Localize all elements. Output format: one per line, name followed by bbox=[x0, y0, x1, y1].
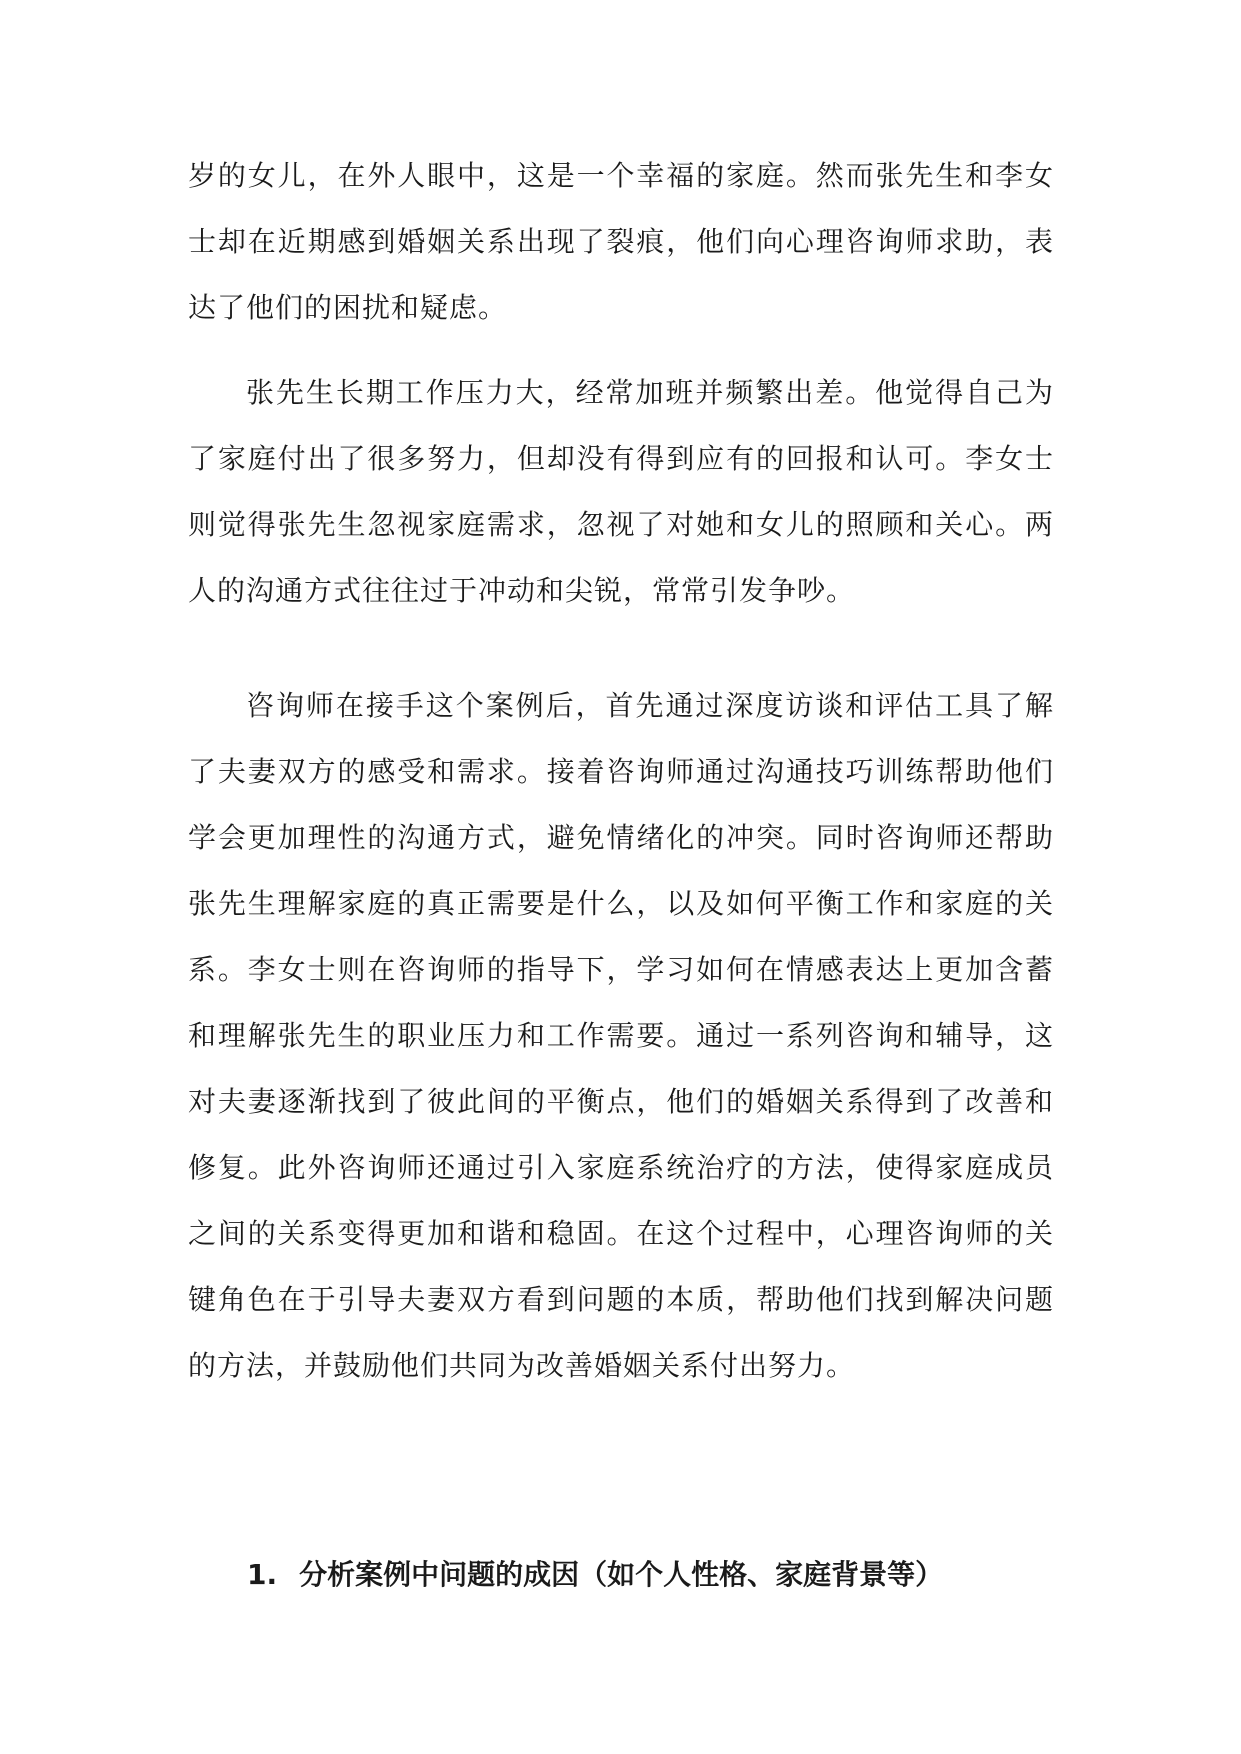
paragraph-text: 岁的女儿，在外人眼中，这是一个幸福的家庭。然而张先生和李女士却在近期感到婚姻关系出现了裂痕，他们向心理咨询师求助，表达了他们的困扰和疑虑。 bbox=[188, 159, 1054, 324]
heading-text: 分析案例中问题的成因（如个人性格、家庭背景等） bbox=[299, 1558, 944, 1591]
paragraph-text: 咨询师在接手这个案例后，首先通过深度访谈和评估工具了解了夫妻双方的感受和需求。接着咨询师通过沟通技巧训练帮助他们学会更加理性的沟通方式，避免情绪化的冲突。同时咨询师还帮助张先生理解家庭的真正需要是什么，以及如何平衡工作和家庭的关系。李女士则在咨询师的指导下，学习如何在情感表达上更加含蓄和理解张先生的职业压力和工作需要。通过一系列咨询和辅导，这对夫妻逐渐找到了彼此间的平衡点，他们的婚姻关系得到了改善和修复。此外咨询师还通过引入家庭系统治疗的方法，使得家庭成员之间的关系变得更加和谐和稳固。在这个过程中，心理咨询师的关键角色在于引导夫妻双方看到问题的本质，帮助他们找到解决问题的方法，并鼓励他们共同为改善婚姻关系付出努力。 bbox=[188, 689, 1054, 1382]
paragraph-counseling-process bbox=[188, 673, 1054, 1399]
paragraph-text: 张先生长期工作压力大，经常加班并频繁出差。他觉得自己为了家庭付出了很多努力，但却没有得到应有的回报和认可。李女士则觉得张先生忽视家庭需求，忽视了对她和女儿的照顾和关心。两人的沟通方式往往过于冲动和尖锐，常常引发争吵。 bbox=[188, 376, 1054, 607]
paragraph-couple-conflict bbox=[188, 360, 1054, 624]
section-heading bbox=[247, 1555, 943, 1595]
paragraph-family-intro bbox=[188, 143, 1054, 341]
heading-number: 1. bbox=[247, 1558, 278, 1591]
